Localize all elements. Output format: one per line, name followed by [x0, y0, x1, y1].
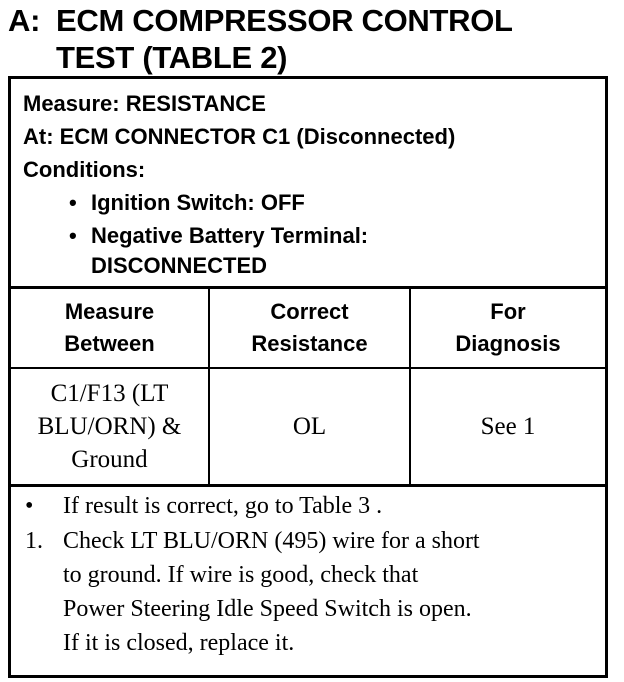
cell-line: BLU/ORN) & [37, 413, 182, 440]
note-line: Power Steering Idle Speed Switch is open. [63, 596, 472, 622]
condition-text: Ignition Switch: OFF [91, 190, 305, 215]
title-text-line-1: ECM COMPRESSOR CONTROL [56, 3, 513, 38]
header-measure-between [11, 289, 208, 367]
header-line: Resistance [251, 331, 368, 356]
header-line: Correct [270, 299, 349, 324]
condition-text: Negative Battery Terminal: [91, 223, 369, 248]
conditions-label: Conditions: [23, 157, 146, 182]
condition-continuation: DISCONNECTED [91, 253, 268, 278]
cell-line: Ground [71, 446, 148, 473]
page-title [8, 2, 618, 76]
note-line: to ground. If wire is good, check that [63, 562, 419, 588]
title-line-1 [8, 2, 618, 39]
header-line: Diagnosis [455, 331, 561, 356]
title-prefix: A: [8, 3, 41, 38]
header-line: For [490, 299, 526, 324]
title-text-line-2: TEST (TABLE 2) [56, 40, 288, 75]
condition-item [23, 219, 455, 252]
at-line: At: ECM CONNECTOR C1 (Disconnected) [23, 124, 456, 149]
note-line: Check LT BLU/ORN (495) wire for a short [63, 528, 480, 554]
cell-correct-resistance [210, 369, 409, 484]
measure-line: Measure: RESISTANCE [23, 91, 266, 116]
note-bullet-text: If result is correct, go to Table 3 . [63, 493, 383, 519]
cell-value: See 1 [480, 413, 536, 440]
cell-measure-between [11, 369, 208, 484]
cell-value: OL [292, 413, 327, 440]
condition-item [23, 186, 455, 219]
test-table-frame [8, 76, 608, 678]
header-for-diagnosis [411, 289, 605, 367]
measure-conditions-box [11, 79, 605, 289]
note-number: 1. [25, 528, 43, 554]
bullet-icon: • [69, 223, 77, 248]
measure-info [23, 87, 455, 282]
header-line: Measure [64, 299, 155, 324]
note-line: If it is closed, replace it. [63, 630, 295, 656]
resistance-table [11, 289, 605, 487]
bullet-icon: • [69, 190, 77, 215]
header-correct-resistance [210, 289, 409, 367]
cell-line: C1/F13 (LT [50, 380, 169, 407]
bullet-icon: • [25, 493, 34, 519]
header-line: Between [64, 331, 155, 356]
cell-for-diagnosis [411, 369, 605, 484]
